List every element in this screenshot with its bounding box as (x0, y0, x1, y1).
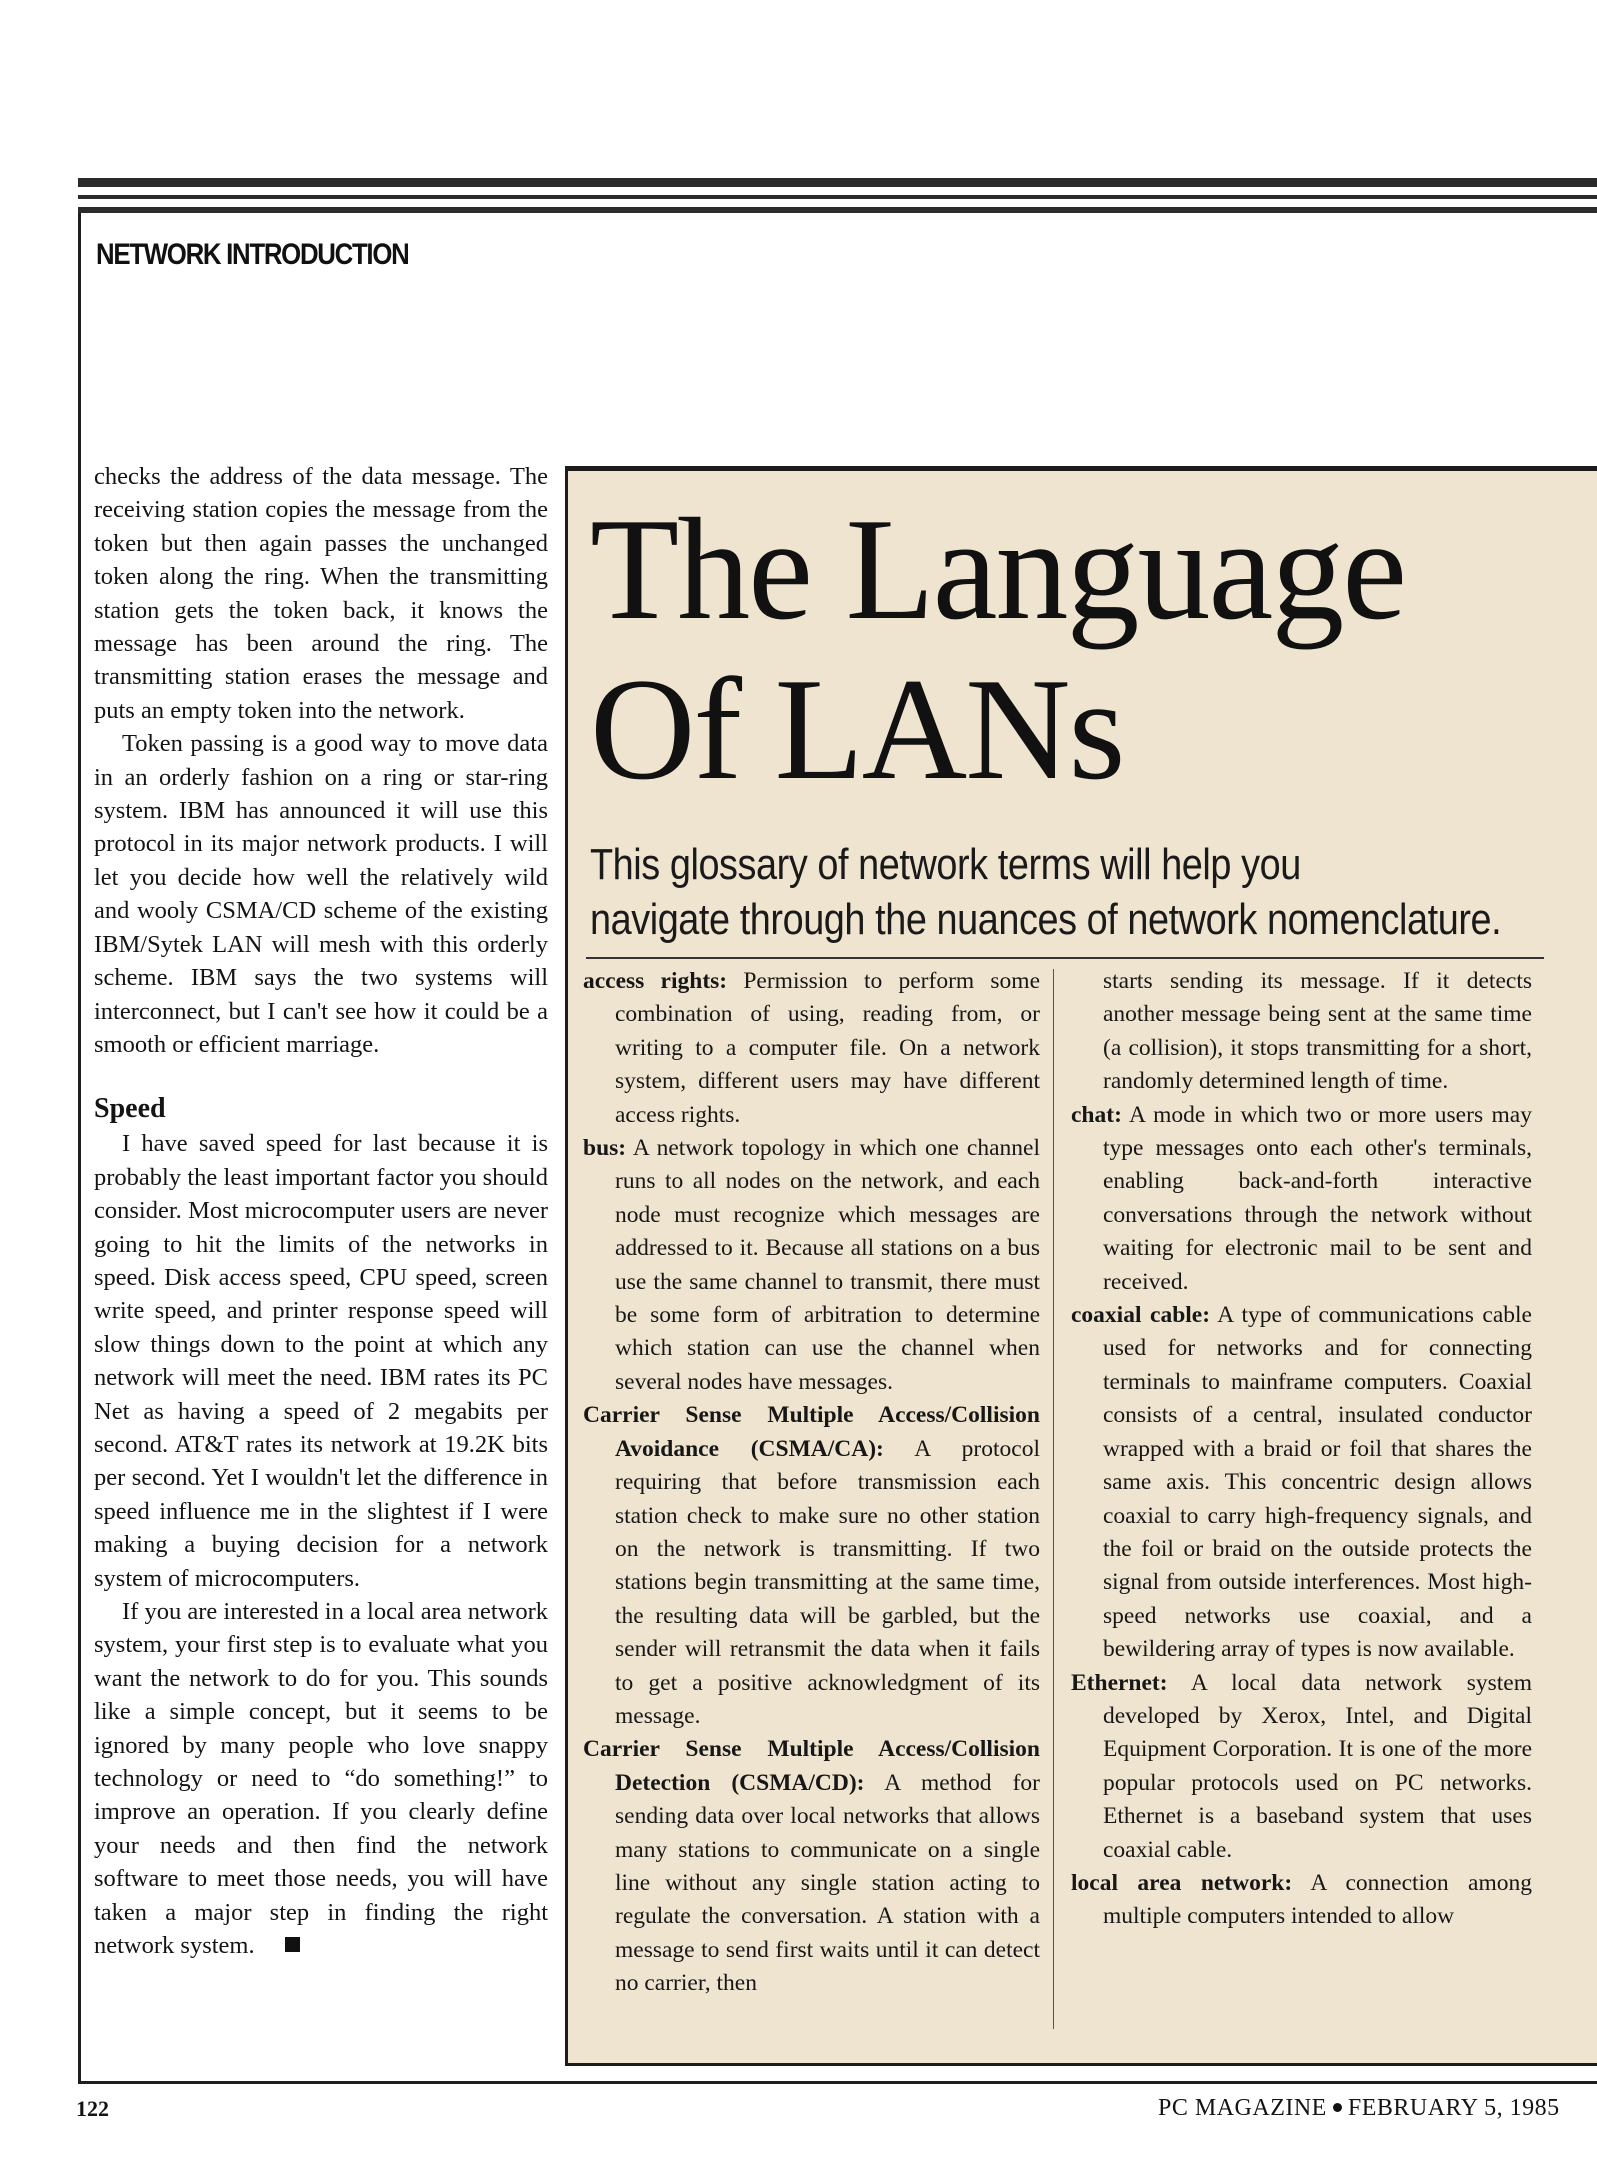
glossary-sidebar (565, 466, 1597, 2066)
article-paragraph-text: If you are interested in a local area network system, your first step is to evaluate what you want the network to do for you. This sounds like a simple concept, but it seems to be ignored by many people who love snappy technology or need to “do something!” to improve an operation. If you clearly define your needs and then find the network software to meet those needs, you will have taken a major step in finding the right network system. (94, 1598, 548, 1960)
article-paragraph: I have saved speed for last because it is probably the least important factor you should consider. Most microcomputer users are never going to hit the limits of the networks in speed. Disk access speed, CPU speed, screen write speed, and printer response speed will slow things down to the point at which any network will meet the need. IBM rates its PC Net as having a speed of 2 megabits per second. AT&T rates its network at 19.2K bits per second. Yet I wouldn't let the difference in speed influence me in the slightest if I were making a buying decision for a network system of microcomputers. (94, 1130, 548, 1592)
bullet-icon (1333, 2103, 1342, 2112)
glossary-entry (1071, 1867, 1532, 1934)
article-paragraph (94, 1595, 548, 1962)
glossary-definition: A local data network system developed by Xerox, Intel, and Digital Equipment Corporation. It is one of the more popular protocols used on PC networks. Ethernet is a baseband system that uses coaxial cable. (1103, 1669, 1532, 1863)
glossary-definition: A mode in which two or more users may type messages onto each other's terminals, enabling back-and-forth interactive conversations through the network without waiting for electronic mail to be sent and received. (1103, 1101, 1532, 1295)
glossary-term: bus: (583, 1135, 627, 1162)
page-number: 122 (76, 2096, 109, 2121)
glossary-entry (1071, 1099, 1532, 1299)
glossary-definition: A network topology in which one channel runs to all nodes on the network, and each node must recognize which messages are addressed to it. Because all stations on a bus use the same channel to transmit, there must be some form of arbitration to determine which station can use the channel when several nodes have messages. (615, 1135, 1040, 1395)
glossary-entry (583, 1399, 1040, 1733)
top-rule-bottom (78, 207, 1597, 213)
glossary-term: Carrier Sense Multiple Access/Collision Avoidance (CSMA/CA): (583, 1402, 1040, 1462)
sidebar-subtitle-line: navigate through the nuances of network nomenclature. (590, 895, 1502, 944)
magazine-footer (1158, 2095, 1560, 2122)
glossary-continuation: starts sending its message. If it detects another message being sent at the same time (a collision), it stops transmitting for a short, randomly determined length of time. (1103, 968, 1532, 1095)
end-of-article-mark (285, 1937, 300, 1952)
sidebar-title (590, 489, 1590, 809)
glossary-definition: Permission to perform some combination of using, reading from, or writing to a computer file. On a network system, different users may have different access rights. (615, 968, 1040, 1128)
glossary-entry (1071, 1299, 1532, 1666)
page-frame-bottom (78, 2081, 1597, 2084)
glossary-term: chat: (1071, 1101, 1122, 1128)
glossary-definition: A protocol requiring that before transmission each station check to make sure no other station on the network is transmitting. If two stations begin transmitting at the same time, the resulting data will be garbled, but the sender will retransmit the data when it fails to get a positive acknowledgment of its message. (615, 1435, 1040, 1729)
glossary-definition: A type of communications cable used for networks and for connecting terminals to mainframe computers. Coaxial consists of a central, insulated conductor wrapped with a braid or foil that shares the same axis. This concentric design allows coaxial to carry high-frequency signals, and the foil or braid on the outside protects the signal from outside interferences. Most high-speed networks use coaxial, and a bewildering array of types is now available. (1103, 1302, 1532, 1663)
glossary-term: access rights: (583, 968, 728, 994)
page-frame-left (78, 213, 81, 2083)
glossary-column-1 (583, 965, 1040, 2001)
glossary-term: Ethernet: (1071, 1669, 1168, 1696)
article-paragraph: checks the address of the data message. The receiving station copies the message from the token but then again passes the unchanged token along the ring. When the transmitting station gets the token back, it knows the message has been around the ring. The transmitting station erases the message and puts an empty token into the network. (94, 463, 548, 724)
glossary-entry (583, 965, 1040, 1132)
sidebar-subtitle (590, 837, 1502, 947)
top-rule-thick (78, 178, 1597, 187)
column-divider (1053, 969, 1054, 2029)
glossary-definition: A connection among multiple computers intended to allow (1103, 1869, 1532, 1930)
glossary-definition: A method for sending data over local networks that allows many stations to communicate on a single line without any single station acting to regulate the conversation. A station with a message to send first waits until it can detect no carrier, then (615, 1769, 1040, 1997)
glossary-entry (583, 1733, 1040, 2000)
glossary-entry (583, 1132, 1040, 1399)
glossary-term: local area network: (1071, 1869, 1293, 1896)
magazine-name: PC MAGAZINE (1158, 2095, 1327, 2121)
top-rule-thin (78, 195, 1597, 199)
sidebar-subtitle-line: This glossary of network terms will help you (590, 840, 1301, 889)
glossary-entry (1071, 1667, 1532, 1867)
glossary-term: coaxial cable: (1071, 1302, 1211, 1329)
glossary-term: Carrier Sense Multiple Access/Collision Detection (CSMA/CD): (583, 1736, 1040, 1796)
sidebar-rule (586, 957, 1544, 959)
article-column (94, 460, 548, 1962)
sidebar-title-line: The Language (590, 488, 1406, 650)
glossary-column-2 (1071, 965, 1532, 1934)
sidebar-title-line: Of LANs (590, 648, 1124, 810)
article-paragraph: Token passing is a good way to move data in an orderly fashion on a ring or star-ring system. IBM has announced it will use this protocol in its major network products. I will let you decide how well the relatively wild and wooly CSMA/CD scheme of the existing IBM/Sytek LAN will mesh with this orderly scheme. IBM says the two systems will interconnect, but I can't see how it could be a smooth or efficient marriage. (94, 730, 548, 1058)
speed-heading: Speed (94, 1093, 166, 1125)
section-label: NETWORK INTRODUCTION (96, 238, 409, 271)
issue-date: FEBRUARY 5, 1985 (1347, 2095, 1560, 2121)
